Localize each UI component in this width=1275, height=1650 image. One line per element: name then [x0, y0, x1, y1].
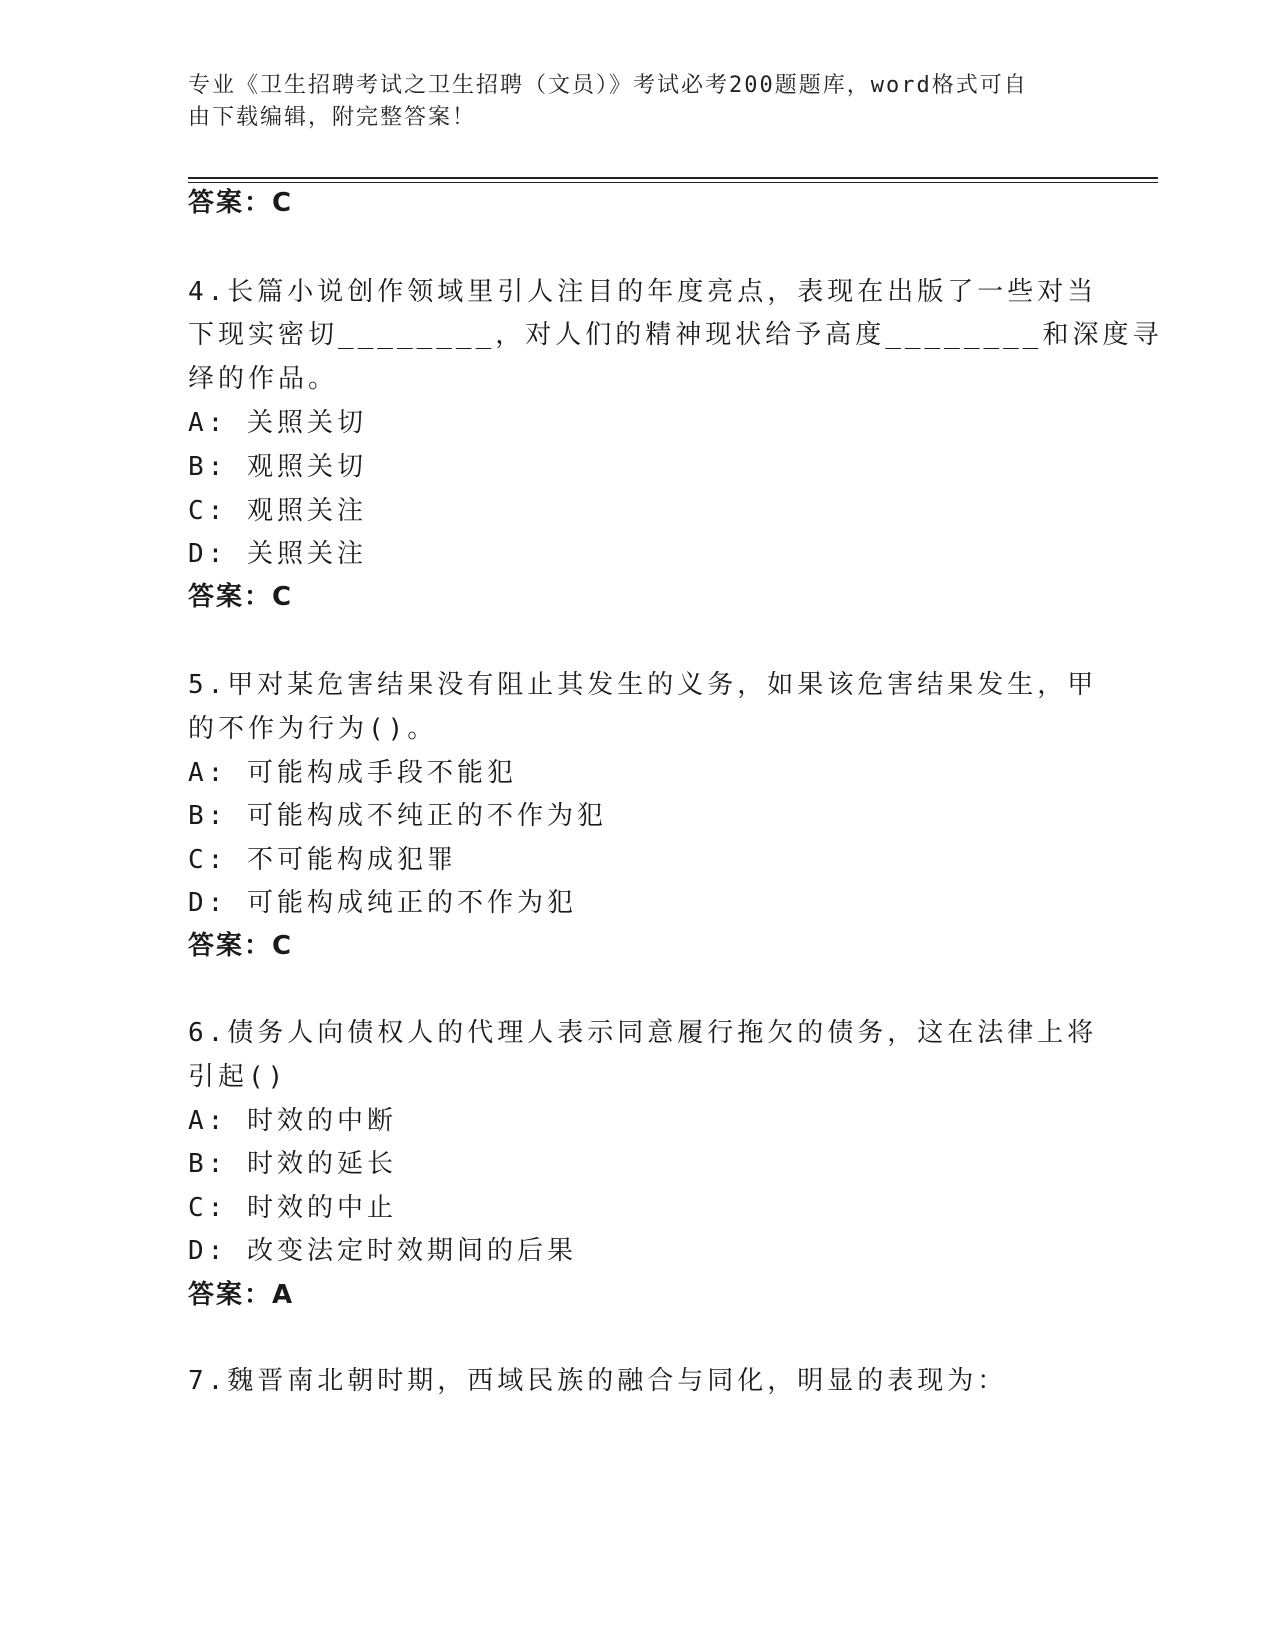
header-rule-thick — [188, 177, 1158, 179]
question-6-line-2: 引起() — [188, 1062, 288, 1092]
document-header — [188, 70, 1068, 134]
question-5-option-c: C: 不可能构成犯罪 — [188, 845, 457, 875]
question-4-line-2: 下现实密切________，对人们的精神现状给予高度________和深度寻 — [188, 320, 1163, 350]
question-6-option-c: C: 时效的中止 — [188, 1193, 397, 1223]
question-6-line-1: 6.债务人向债权人的代理人表示同意履行拖欠的债务，这在法律上将 — [188, 1018, 1098, 1048]
question-6-option-a: A: 时效的中断 — [188, 1106, 397, 1136]
header-rule-thin — [188, 182, 1158, 183]
question-5-line-2: 的不作为行为()。 — [188, 714, 438, 744]
question-4-option-c: C: 观照关注 — [188, 496, 367, 526]
question-5-option-b: B: 可能构成不纯正的不作为犯 — [188, 801, 607, 831]
answer-line: 答案：C — [188, 188, 294, 218]
question-4-line-1: 4.长篇小说创作领域里引人注目的年度亮点，表现在出版了一些对当 — [188, 277, 1098, 307]
header-line-1: 专业《卫生招聘考试之卫生招聘（文员）》考试必考200题题库，word格式可自 — [188, 73, 1028, 98]
question-4-option-d: D: 关照关注 — [188, 539, 367, 569]
question-5-option-a: A: 可能构成手段不能犯 — [188, 758, 517, 788]
question-5-line-1: 5.甲对某危害结果没有阻止其发生的义务，如果该危害结果发生，甲 — [188, 670, 1098, 700]
question-7-line-1: 7.魏晋南北朝时期，西域民族的融合与同化，明显的表现为： — [188, 1366, 1008, 1396]
question-6-answer: 答案：A — [188, 1280, 295, 1310]
question-4-answer: 答案：C — [188, 582, 294, 612]
question-4-option-a: A: 关照关切 — [188, 408, 367, 438]
question-4-option-b: B: 观照关切 — [188, 452, 367, 482]
question-4-line-3: 绎的作品。 — [188, 364, 339, 394]
question-5-option-d: D: 可能构成纯正的不作为犯 — [188, 888, 577, 918]
question-5-answer: 答案：C — [188, 931, 294, 961]
question-6-option-b: B: 时效的延长 — [188, 1149, 397, 1179]
header-line-2: 由下载编辑，附完整答案！ — [188, 105, 477, 130]
question-6-option-d: D: 改变法定时效期间的后果 — [188, 1236, 577, 1266]
